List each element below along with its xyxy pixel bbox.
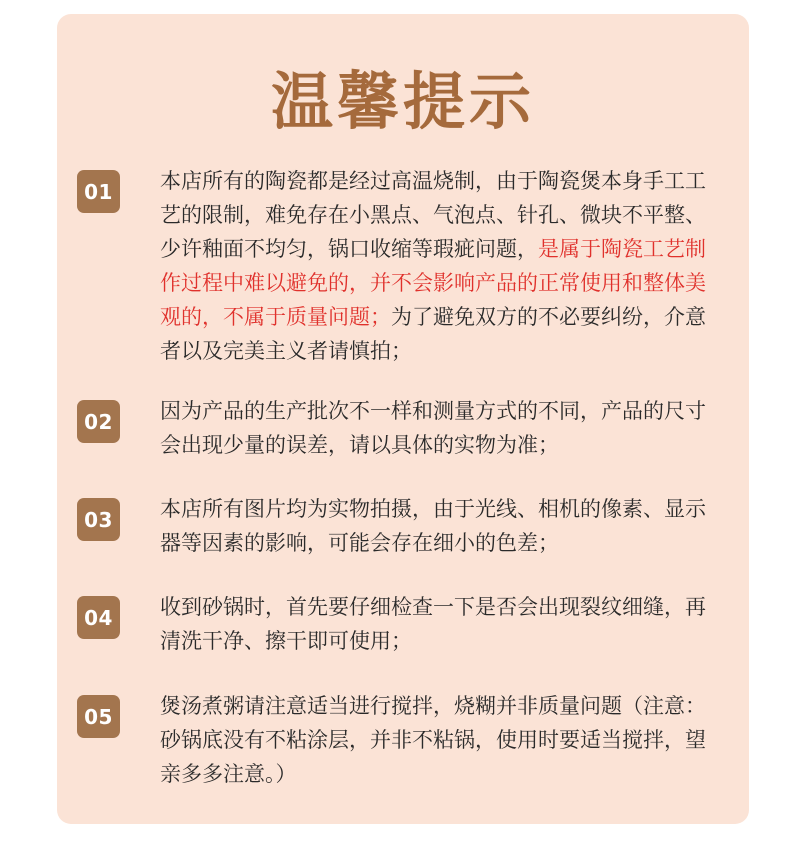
number-badge: 03 bbox=[77, 498, 120, 541]
notice-text: 煲汤煮粥请注意适当进行搅拌，烧糊并非质量问题（注意：砂锅底没有不粘涂层，并非不粘锅，使用时要适当搅拌，望亲多多注意。） bbox=[160, 694, 706, 786]
number-badge: 05 bbox=[77, 695, 120, 738]
notice-text: 收到砂锅时，首先要仔细检查一下是否会出现裂纹细缝，再清洗干净、擦干即可使用； bbox=[160, 595, 706, 653]
notice-highlight-text: 是属于陶瓷工艺制作过程中难以避免的，并不会影响产品的正常使用和整体美观的，不属于质量问题； bbox=[160, 237, 706, 329]
notice-text bbox=[160, 164, 720, 368]
notice-text-after: 为了避免双方的不必要纠纷，介意者以及完美主义者请慎拍； bbox=[160, 305, 706, 363]
number-badge: 02 bbox=[77, 400, 120, 443]
number-badge: 04 bbox=[77, 596, 120, 639]
notice-card bbox=[57, 14, 749, 824]
notice-text-before: 本店所有的陶瓷都是经过高温烧制，由于陶瓷煲本身手工工艺的限制，难免存在小黑点、气泡点、针孔、微块不平整、少许釉面不均匀，锅口收缩等瑕疵问题， bbox=[160, 169, 706, 261]
notice-text: 因为产品的生产批次不一样和测量方式的不同，产品的尺寸会出现少量的误差，请以具体的实物为准； bbox=[160, 399, 706, 457]
number-badge: 01 bbox=[77, 170, 120, 213]
notice-text: 本店所有图片均为实物拍摄，由于光线、相机的像素、显示器等因素的影响，可能会存在细小的色差； bbox=[160, 497, 706, 555]
page-title: 温馨提示 bbox=[270, 65, 535, 138]
